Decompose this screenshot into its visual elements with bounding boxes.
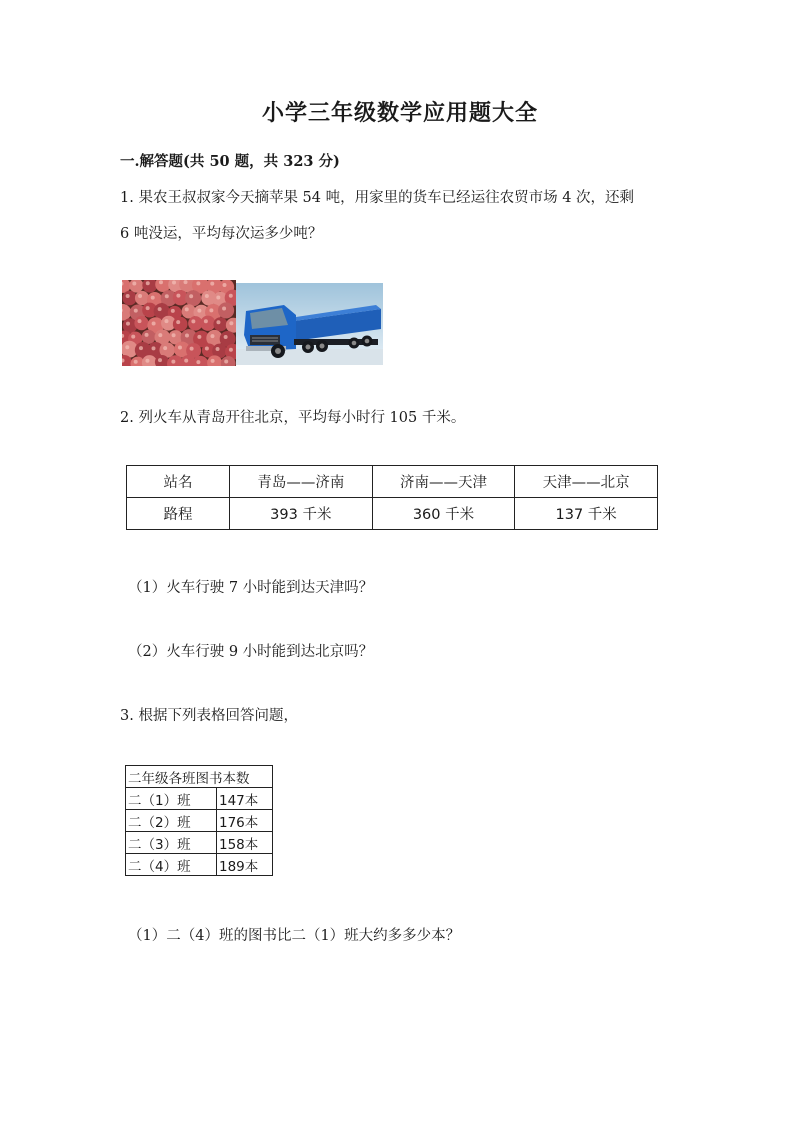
page-title: 小学三年级数学应用题大全 — [261, 100, 538, 126]
table-cell: 二（3）班 — [126, 832, 217, 854]
table-cell: 路程 — [127, 498, 230, 530]
table-row — [126, 832, 273, 854]
table-cell: 158本 — [217, 832, 273, 854]
table-row — [126, 854, 273, 876]
table-row — [126, 788, 273, 810]
table-cell: 189本 — [217, 854, 273, 876]
section-heading: 一.解答题(共 50 题，共 323 分) — [120, 153, 340, 170]
table-cell: 天津——北京 — [515, 466, 658, 498]
table-row — [126, 810, 273, 832]
books-table — [125, 765, 273, 876]
table-cell: 360 千米 — [372, 498, 515, 530]
table-cell: 393 千米 — [230, 498, 373, 530]
table-cell: 济南——天津 — [372, 466, 515, 498]
q2-text: 2. 列火车从青岛开往北京，平均每小时行 105 千米。 — [120, 410, 466, 426]
table-cell: 青岛——济南 — [230, 466, 373, 498]
table-cell: 137 千米 — [515, 498, 658, 530]
table-cell: 二（1）班 — [126, 788, 217, 810]
table-row — [127, 498, 658, 530]
table-cell: 二（2）班 — [126, 810, 217, 832]
table-row — [127, 466, 658, 498]
table-cell: 147本 — [217, 788, 273, 810]
q1-line1: 1. 果农王叔叔家今天摘苹果 54 吨，用家里的货车已经运往农贸市场 4 次，还剩 — [120, 190, 635, 206]
table-row — [126, 766, 273, 788]
table-caption: 二年级各班图书本数 — [126, 766, 273, 788]
q2-sub1: （1）火车行驶 7 小时能到达天津吗？ — [128, 580, 374, 596]
q1-line2: 6 吨没运，平均每次运多少吨？ — [120, 226, 323, 242]
table-cell: 站名 — [127, 466, 230, 498]
q3-sub1: （1）二（4）班的图书比二（1）班大约多多少本？ — [128, 928, 461, 944]
truck-image — [236, 283, 383, 365]
q3-text: 3. 根据下列表格回答问题， — [120, 708, 298, 724]
table-cell: 二（4）班 — [126, 854, 217, 876]
apples-image — [122, 280, 236, 366]
table-cell: 176本 — [217, 810, 273, 832]
q2-sub2: （2）火车行驶 9 小时能到达北京吗？ — [128, 644, 374, 660]
route-table — [126, 465, 658, 530]
